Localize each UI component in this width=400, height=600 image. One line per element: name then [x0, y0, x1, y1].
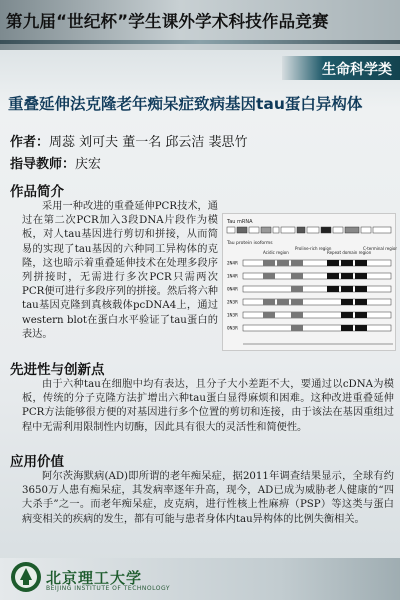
header-ribbon: [0, 40, 400, 44]
isoform-segment: [355, 260, 367, 266]
region-label-proline: Proline-rich region: [295, 246, 332, 251]
application-heading: 应用价值: [10, 454, 64, 470]
advisor-line: [10, 153, 101, 172]
isoform-segment: [291, 312, 303, 318]
isoform-segment: [263, 312, 275, 318]
isoform-segment: [327, 286, 339, 292]
advance-heading: 先进性与创新点: [10, 362, 105, 378]
tau-isoform-diagram: [223, 214, 397, 352]
authors-label: 作者：: [10, 135, 50, 150]
figure-title: Tau mRNA: [227, 219, 253, 225]
figure-subtitle: Tau protein isoforms: [227, 241, 273, 246]
region-label-repeat: Repeat domain region: [327, 250, 372, 255]
isoform-segment: [355, 286, 367, 292]
isoform-segment: [291, 299, 303, 305]
university-name: 北京理工大学: [46, 569, 143, 587]
mrna-exon-row: [227, 227, 391, 233]
intro-heading: 作品简介: [10, 184, 64, 200]
advisor-names: 庆宏: [75, 157, 102, 172]
isoform-segment: [341, 286, 353, 292]
isoform-segment: [341, 325, 353, 331]
isoform-label: 1N3R: [227, 312, 238, 318]
isoform-segment: [263, 273, 275, 279]
isoform-rows: [227, 260, 391, 331]
isoform-segment: [355, 325, 367, 331]
isoform-segment: [341, 260, 353, 266]
intro-text: 采用一种改进的重叠延伸PCR技术，通过在第二次PCR加入3段DNA片段作为模板，对人tau基因进行剪切和拼接，从而简易的实现了tau基因的六种同工异构体的克隆，这也暗示着重叠延伸技术在处理多段序列拼接时，无需进行多次PCR只需两次PCR便可进行多段序列的拼接。然后将六种tau基因克隆到真核载体pcDNA4上，通过western blot在蛋白水平验证了tau蛋白的表达。: [22, 201, 218, 340]
isoform-segment: [291, 260, 303, 266]
poster-title: 重叠延伸法克隆老年痴呆症致病基因tau蛋白异构体: [8, 95, 363, 113]
university-name-en: BEIJING INSTITUTE OF TECHNOLOGY: [46, 585, 170, 592]
authors-names: 周蕊 刘可夫 董一名 邱云洁 裴思竹: [49, 135, 248, 150]
isoform-segment: [291, 286, 303, 292]
isoform-segment: [291, 325, 303, 331]
isoform-segment: [341, 312, 353, 318]
application-text: 阿尔茨海默病(AD)即所谓的老年痴呆症，据2011年调查结果显示，全球有约3650万人患有痴呆症，其发病率逐年升高，现今，AD已成为威胁老人健康的“四大杀手”之一。而老年痴呆症，皮克病，进行性核上性麻痹（PSP）等这类与蛋白病变相关的疾病的发生，都有可能与患者身体内tau异构体的比例失衡相关。: [22, 471, 394, 525]
isoform-segment: [327, 273, 339, 279]
isoform-segment: [277, 260, 289, 266]
isoform-segment: [263, 299, 275, 305]
isoform-segment: [355, 273, 367, 279]
authors-line: [10, 131, 248, 150]
isoform-segment: [263, 260, 275, 266]
isoform-bar: [243, 286, 391, 292]
region-label-acidic: Acidic region: [263, 250, 289, 255]
isoform-label: 0N4R: [227, 286, 238, 292]
isoform-label: 0N3R: [227, 325, 238, 331]
isoform-segment: [355, 299, 367, 305]
region-label-cterminal: C-terminal region: [363, 246, 397, 251]
isoform-label: 1N4R: [227, 273, 238, 279]
university-logo-icon: [10, 561, 42, 593]
tau-isoform-figure: [222, 213, 396, 351]
category-label: 生命科学类: [322, 62, 392, 78]
isoform-segment: [277, 299, 289, 305]
isoform-label: 2N4R: [227, 260, 238, 266]
advance-text: 由于六种tau在细胞中均有表达，且分子大小差距不大，要通过以cDNA为模板，传统的分子克隆方法扩增出六种tau蛋白显得麻烦和困难。这种改进重叠延伸PCR方法能够很方便的对基因进行多个位置的剪切和连接，由于该法在基因重组过程中无需利用限制性内切酶，因此具有很大的灵活性和简便性。: [22, 379, 394, 433]
advisor-label: 指导教师：: [10, 157, 76, 172]
competition-title: 第九届“世纪杯”学生课外学术科技作品竞赛: [6, 12, 329, 31]
isoform-segment: [341, 273, 353, 279]
isoform-segment: [341, 299, 353, 305]
isoform-segment: [355, 312, 367, 318]
isoform-segment: [291, 273, 303, 279]
isoform-bar: [243, 325, 391, 331]
isoform-label: 2N3R: [227, 299, 238, 305]
isoform-segment: [327, 260, 339, 266]
